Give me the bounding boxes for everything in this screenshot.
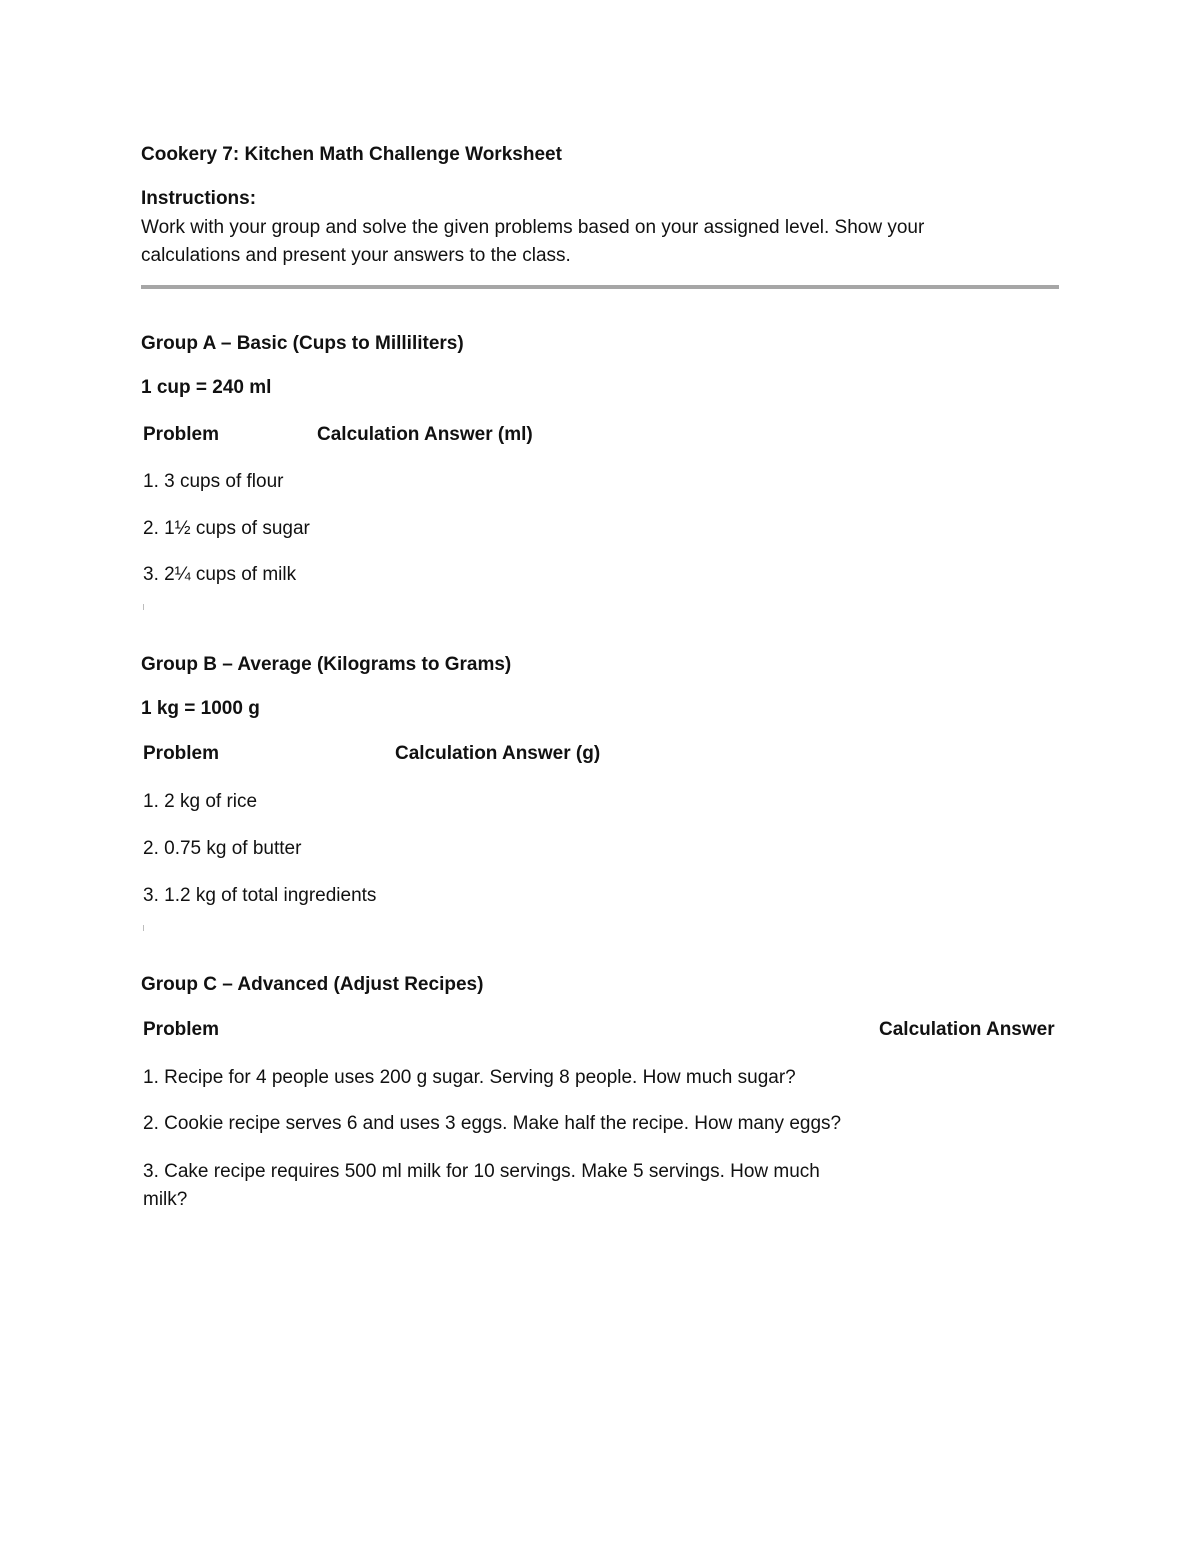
group-b-answer-header: Calculation Answer (g) [395, 743, 601, 764]
group-a-item-3: 3. 2¼ cups of milk [143, 564, 297, 585]
group-b-item-3: 3. 1.2 kg of total ingredients [143, 885, 377, 906]
group-c-item-2: 2. Cookie recipe serves 6 and uses 3 eggs. Make half the recipe. How many eggs? [143, 1113, 842, 1134]
group-b-item-1: 1. 2 kg of rice [143, 791, 258, 812]
group-a-item-2: 2. 1½ cups of sugar [143, 518, 310, 539]
group-c-problem-header: Problem [143, 1019, 220, 1040]
group-a-item-1: 1. 3 cups of flour [143, 471, 284, 492]
group-a-conversion: 1 cup = 240 ml [141, 377, 272, 398]
group-b-problem-header: Problem [143, 743, 220, 764]
paragraph-mark [143, 604, 144, 610]
group-a-heading: Group A – Basic (Cups to Milliliters) [141, 333, 464, 354]
group-a-answer-header: Calculation Answer (ml) [317, 424, 533, 445]
group-a-problem-header: Problem [143, 424, 220, 445]
paragraph-mark [143, 925, 144, 931]
instructions-text-line-2: calculations and present your answers to the class. [141, 245, 571, 266]
group-c-item-1: 1. Recipe for 4 people uses 200 g sugar. Serving 8 people. How much sugar? [143, 1067, 796, 1088]
group-c-item-3-line-2: milk? [143, 1189, 188, 1210]
instructions-heading: Instructions: [141, 188, 257, 209]
group-b-conversion: 1 kg = 1000 g [141, 698, 260, 719]
group-b-item-2: 2. 0.75 kg of butter [143, 838, 302, 859]
horizontal-divider [141, 285, 1059, 289]
group-b-heading: Group B – Average (Kilograms to Grams) [141, 654, 512, 675]
group-c-item-3-line-1: 3. Cake recipe requires 500 ml milk for 10 servings. Make 5 servings. How much [143, 1161, 820, 1182]
worksheet-title: Cookery 7: Kitchen Math Challenge Worksheet [141, 144, 562, 165]
instructions-text-line-1: Work with your group and solve the given problems based on your assigned level. Show your [141, 217, 925, 238]
group-c-heading: Group C – Advanced (Adjust Recipes) [141, 974, 484, 995]
group-c-answer-header: Calculation Answer [879, 1019, 1055, 1040]
